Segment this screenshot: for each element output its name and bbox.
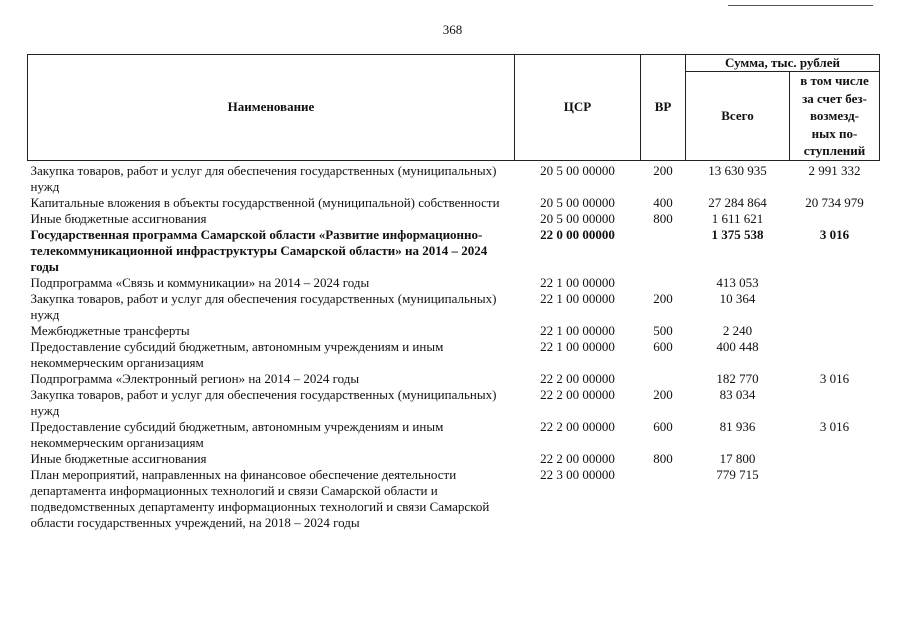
row-name: Закупка товаров, работ и услуг для обеспечения государственных (муниципальных) нужд xyxy=(30,162,497,194)
page-number: 368 xyxy=(442,22,463,37)
row-csr: 20 5 00 00000 xyxy=(540,162,615,178)
header-free-line: ных по- xyxy=(811,125,858,141)
row-total: 182 770 xyxy=(716,370,759,386)
row-name: Капитальные вложения в объекты государственной (муниципальной) собственности xyxy=(30,194,500,210)
row-csr: 22 2 00 00000 xyxy=(540,418,615,434)
row-total: 1 375 538 xyxy=(711,226,764,242)
row-csr: 22 2 00 00000 xyxy=(540,386,615,402)
row-name: Межбюджетные трансферты xyxy=(30,322,190,338)
table-row xyxy=(28,467,880,531)
row-free xyxy=(790,387,880,419)
row-free xyxy=(790,467,880,531)
row-csr: 22 3 00 00000 xyxy=(540,466,615,482)
row-vr: 200 xyxy=(653,386,673,402)
table-row xyxy=(28,419,880,451)
header-free-line: возмезд- xyxy=(810,108,859,123)
table-body xyxy=(28,160,880,531)
row-csr: 22 1 00 00000 xyxy=(540,322,615,338)
row-vr: 800 xyxy=(653,210,673,226)
row-csr: 22 1 00 00000 xyxy=(540,338,615,354)
row-total: 400 448 xyxy=(716,338,759,354)
budget-table xyxy=(27,54,880,531)
row-total: 1 611 621 xyxy=(711,210,764,226)
table-row xyxy=(28,387,880,419)
header-row-1 xyxy=(28,55,880,72)
row-total: 2 240 xyxy=(722,322,753,338)
row-csr: 22 0 00 00000 xyxy=(540,226,615,242)
row-vr xyxy=(641,227,686,275)
row-vr: 800 xyxy=(653,450,673,466)
row-name: Подпрограмма «Связь и коммуникации» на 2014 – 2024 годы xyxy=(30,274,370,290)
header-csr: ЦСР xyxy=(515,55,641,161)
row-free xyxy=(790,291,880,323)
row-name: Закупка товаров, работ и услуг для обеспечения государственных (муниципальных) нужд xyxy=(30,290,497,322)
row-total: 13 630 935 xyxy=(708,162,767,178)
top-rule xyxy=(728,5,873,6)
table-row xyxy=(28,195,880,211)
header-free-line: ступлений xyxy=(803,143,866,158)
row-name: Закупка товаров, работ и услуг для обеспечения государственных (муниципальных) нужд xyxy=(30,386,497,418)
table-row xyxy=(28,275,880,291)
table-row xyxy=(28,451,880,467)
header-free xyxy=(790,72,880,161)
row-total: 10 364 xyxy=(719,290,756,306)
row-vr xyxy=(641,371,686,387)
table-row xyxy=(28,371,880,387)
row-csr: 20 5 00 00000 xyxy=(540,210,615,226)
row-csr: 22 1 00 00000 xyxy=(540,274,615,290)
header-free-line: за счет без- xyxy=(802,90,867,106)
table-row xyxy=(28,339,880,371)
row-total: 83 034 xyxy=(719,386,756,402)
row-name: Подпрограмма «Электронный регион» на 2014 – 2024 годы xyxy=(30,370,360,386)
row-vr xyxy=(641,467,686,531)
row-vr: 500 xyxy=(653,322,673,338)
row-vr: 200 xyxy=(653,162,673,178)
row-free xyxy=(790,275,880,291)
row-free: 3 016 xyxy=(819,226,850,242)
row-free xyxy=(790,211,880,227)
row-total: 17 800 xyxy=(719,450,756,466)
row-name: Иные бюджетные ассигнования xyxy=(30,450,207,466)
row-free: 3 016 xyxy=(819,370,850,386)
row-total: 81 936 xyxy=(719,418,756,434)
row-csr: 20 5 00 00000 xyxy=(540,194,615,210)
header-free-line: в том числе xyxy=(800,73,869,88)
row-total: 779 715 xyxy=(716,466,759,482)
row-free: 2 991 332 xyxy=(808,162,861,178)
table-row xyxy=(28,323,880,339)
table-row xyxy=(28,227,880,275)
row-free xyxy=(790,451,880,467)
row-vr: 400 xyxy=(653,194,673,210)
row-total: 413 053 xyxy=(716,274,759,290)
row-name: Государственная программа Самарской области «Развитие информационно-телекоммуникационной инфраструктуры Самарской области» на 2014 – 2024 годы xyxy=(30,226,488,274)
row-name: План мероприятий, направленных на финансовое обеспечение деятельности департамента информационных технологий и связи Самарской области и подведомственных департаменту информационных технологий и связи Самарской области государственных учреждений, на 2018 – 2024 годы xyxy=(30,466,490,530)
table-row xyxy=(28,291,880,323)
row-free xyxy=(790,339,880,371)
row-free xyxy=(790,323,880,339)
table-row xyxy=(28,160,880,195)
row-name: Предоставление субсидий бюджетным, автономным учреждениям и иным некоммерческим организациям xyxy=(30,338,444,370)
row-csr: 22 2 00 00000 xyxy=(540,370,615,386)
row-free: 3 016 xyxy=(819,418,850,434)
table-row xyxy=(28,211,880,227)
row-csr: 22 2 00 00000 xyxy=(540,450,615,466)
row-name: Предоставление субсидий бюджетным, автономным учреждениям и иным некоммерческим организациям xyxy=(30,418,444,450)
row-vr: 200 xyxy=(653,290,673,306)
header-vr: ВР xyxy=(641,55,686,161)
row-vr xyxy=(641,275,686,291)
header-total: Всего xyxy=(686,72,790,161)
row-name: Иные бюджетные ассигнования xyxy=(30,210,207,226)
row-vr: 600 xyxy=(653,338,673,354)
row-vr: 600 xyxy=(653,418,673,434)
row-total: 27 284 864 xyxy=(708,194,767,210)
header-name: Наименование xyxy=(28,55,515,161)
row-free: 20 734 979 xyxy=(805,194,864,210)
row-csr: 22 1 00 00000 xyxy=(540,290,615,306)
header-sum-group: Сумма, тыс. рублей xyxy=(686,55,880,72)
